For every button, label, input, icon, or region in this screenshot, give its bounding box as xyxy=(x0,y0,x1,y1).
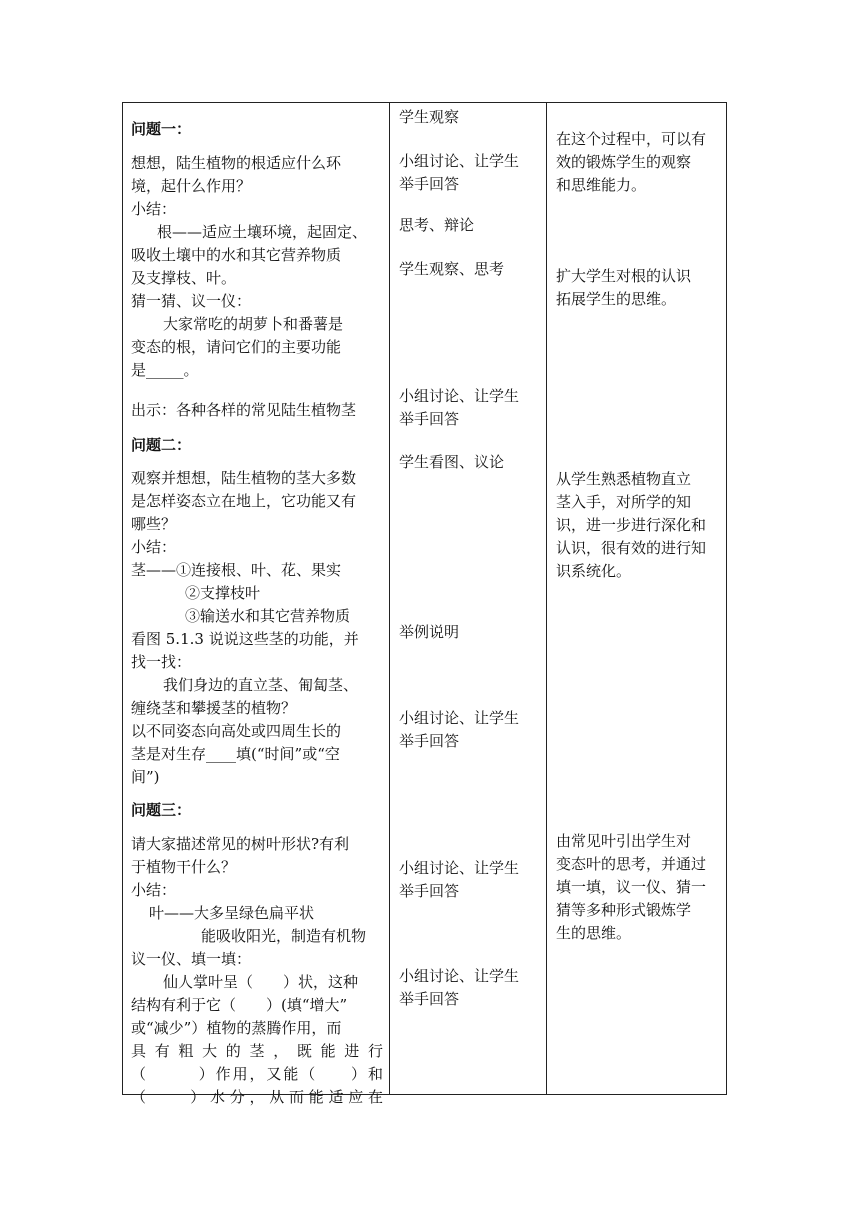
intent-line: 识系统化。 xyxy=(556,562,632,580)
column-divider-2 xyxy=(546,103,547,1094)
fill-title: 议一仪、填一填： xyxy=(131,950,252,968)
find-line: 我们身边的直立茎、匍匐茎、 xyxy=(163,676,359,694)
guess-line: 是_____。 xyxy=(131,361,199,379)
activity-observe-think: 学生观察、思考 xyxy=(399,260,505,278)
column-divider-1 xyxy=(389,103,390,1094)
intent-line: 在这个过程中，可以有 xyxy=(556,130,707,148)
question-one-title: 问题一： xyxy=(131,120,192,138)
intent-line: 猜等多种形式锻炼学 xyxy=(556,901,692,919)
lesson-plan-table xyxy=(122,102,727,1106)
intent-line: 填一填，议一仪、猜一 xyxy=(556,878,707,896)
q3-line: 于植物干什么？ xyxy=(131,858,237,876)
space-line: 茎是对生存____填(“时间”或“空 xyxy=(131,745,340,763)
intent-line: 扩大学生对根的认识 xyxy=(556,267,692,285)
activity-group-discussion: 举手回答 xyxy=(399,410,460,428)
q2-line: 观察并想想，陆生植物的茎大多数 xyxy=(131,469,357,487)
space-line: 以不同姿态向高处或四周生长的 xyxy=(131,722,342,740)
stem-function-line: ③输送水和其它营养物质 xyxy=(185,607,351,625)
activity-examples: 举例说明 xyxy=(399,623,460,641)
root-summary-line: 根——适应土壤环境，起固定、 xyxy=(157,223,368,241)
q1-line: 想想，陆生植物的根适应什么环 xyxy=(131,154,342,172)
intent-line: 和思维能力。 xyxy=(556,176,647,194)
leaf-summary-line: 叶——大多呈绿色扁平状 xyxy=(149,904,315,922)
cactus-line: 或“减少”）植物的蒸腾作用，而 xyxy=(131,1019,342,1037)
intent-line: 识，进一步进行深化和 xyxy=(556,516,707,534)
guess-line: 变态的根，请问它们的主要功能 xyxy=(131,338,342,356)
intent-line: 茎入手，对所学的知 xyxy=(556,493,692,511)
root-summary-line: 及支撑枝、叶。 xyxy=(131,269,237,287)
cactus-line: 结构有利于它（ ）(填“增大” xyxy=(131,996,348,1014)
q3-line: 请大家描述常见的树叶形状?有利 xyxy=(131,835,350,853)
activity-group-discussion: 举手回答 xyxy=(399,882,460,900)
activity-group-discussion: 小组讨论、让学生 xyxy=(399,152,520,170)
activity-view-discuss: 学生看图、议论 xyxy=(399,453,505,471)
activity-group-discussion: 举手回答 xyxy=(399,175,460,193)
root-summary-line: 吸收土壤中的水和其它营养物质 xyxy=(131,246,342,264)
stem-function-line: ②支撑枝叶 xyxy=(185,584,261,602)
activity-think-debate: 思考、辩论 xyxy=(399,216,475,234)
q2-line: 是怎样姿态立在地上，它功能又有 xyxy=(131,492,357,510)
cactus-line: （ ）作用，又能（ ）和 xyxy=(131,1065,383,1083)
stem-function-line: 茎——①连接根、叶、花、果实 xyxy=(131,561,342,579)
intent-line: 从学生熟悉植物直立 xyxy=(556,470,692,488)
q2-line: 哪些？ xyxy=(131,515,177,533)
figure-line: 看图 5.1.3 说说这些茎的功能，并 xyxy=(131,630,359,648)
leaf-summary-line: 能吸收阳光，制造有机物 xyxy=(201,927,367,945)
intent-line: 由常见叶引出学生对 xyxy=(556,832,692,850)
intent-line: 生的思维。 xyxy=(556,924,632,942)
activity-group-discussion: 举手回答 xyxy=(399,990,460,1008)
activity-group-discussion: 小组讨论、让学生 xyxy=(399,967,520,985)
cactus-line: （ ）水分，从而能适应在 xyxy=(131,1088,383,1106)
cactus-line: 仙人掌叶呈（ ）状，这种 xyxy=(163,973,359,991)
guess-title: 猜一猜、议一仪： xyxy=(131,292,252,310)
question-three-title: 问题三： xyxy=(131,801,192,819)
show-stems-line: 出示：各种各样的常见陆生植物茎 xyxy=(131,401,357,419)
summary-label: 小结： xyxy=(131,538,177,556)
find-line: 缠绕茎和攀援茎的植物？ xyxy=(131,699,297,717)
intent-line: 认识，很有效的进行知 xyxy=(556,539,707,557)
question-two-title: 问题二： xyxy=(131,436,192,454)
activity-group-discussion: 小组讨论、让学生 xyxy=(399,859,520,877)
activity-group-discussion: 小组讨论、让学生 xyxy=(399,709,520,727)
intent-line: 效的锻炼学生的观察 xyxy=(556,153,692,171)
intent-line: 变态叶的思考，并通过 xyxy=(556,855,707,873)
intent-line: 拓展学生的思维。 xyxy=(556,290,677,308)
q1-line: 境，起什么作用？ xyxy=(131,177,252,195)
activity-group-discussion: 小组讨论、让学生 xyxy=(399,387,520,405)
activity-observe: 学生观察 xyxy=(399,108,460,126)
guess-line: 大家常吃的胡萝卜和番薯是 xyxy=(163,315,344,333)
cactus-line: 具有粗大的茎，既能进行 xyxy=(131,1042,383,1060)
figure-line: 找一找： xyxy=(131,653,192,671)
space-line: 间”) xyxy=(131,768,160,786)
summary-label: 小结： xyxy=(131,200,177,218)
activity-group-discussion: 举手回答 xyxy=(399,732,460,750)
summary-label: 小结： xyxy=(131,881,177,899)
